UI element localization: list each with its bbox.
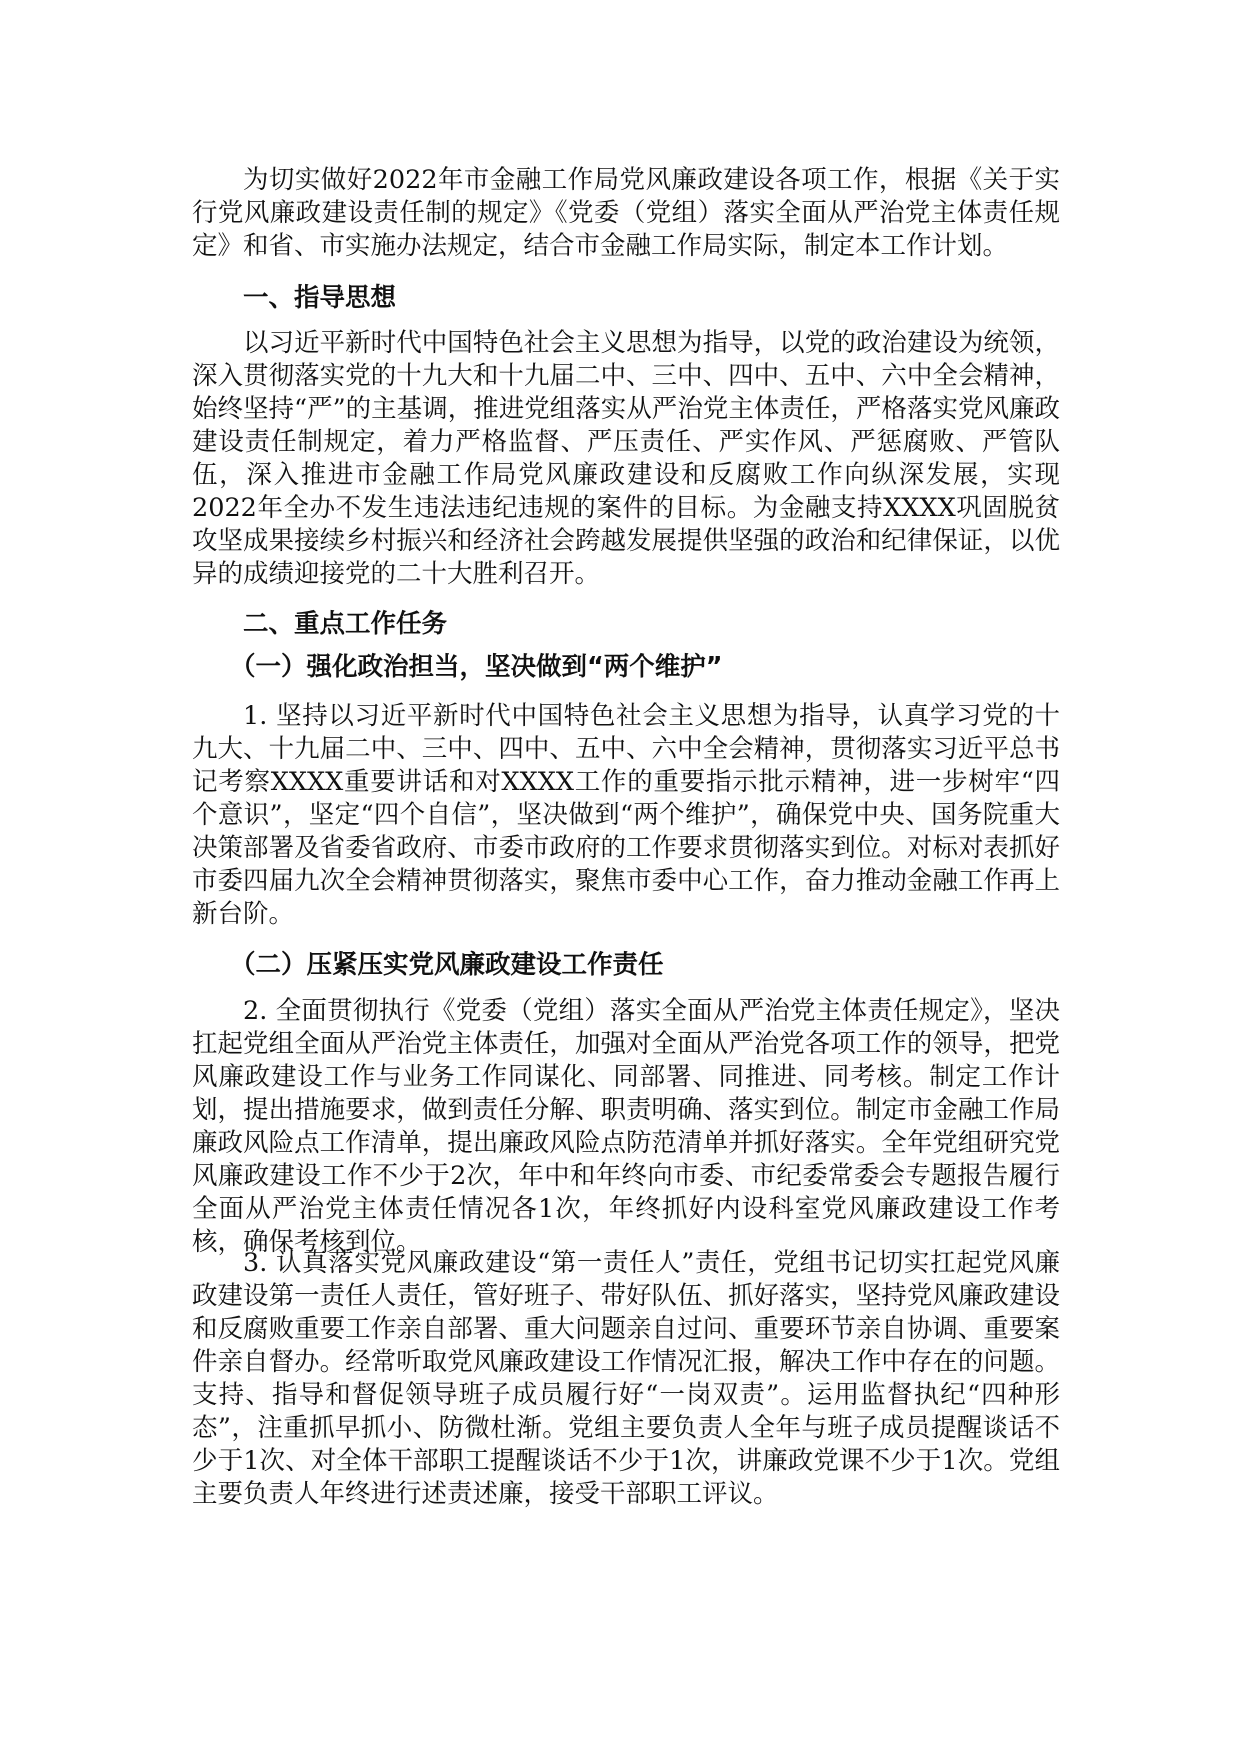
task-item-1: 1. 坚持以习近平新时代中国特色社会主义思想为指导，认真学习党的十九大、十九届二中、三中、四中、五中、六中全会精神，贯彻落实习近平总书记考察XXXX重要讲话和对XXXX工作的重要指示批示精神，进一步树牢“四个意识”，坚定“四个自信”，坚决做到“两个维护”，确保党中央、国务院重大决策部署及省委省政府、市委市政府的工作要求贯彻落实到位。对标对表抓好市委四届九次全会精神贯彻落实，聚焦市委中心工作，奋力推动金融工作再上新台阶。 [192,701,1060,929]
section-heading-guiding-ideology: 一、指导思想 [243,283,397,313]
subsection-heading-1: （一）强化政治担当，坚决做到“两个维护” [230,652,723,682]
guiding-ideology-paragraph: 以习近平新时代中国特色社会主义思想为指导，以党的政治建设为统领，深入贯彻落实党的十九大和十九届二中、三中、四中、五中、六中全会精神，始终坚持“严”的主基调，推进党组落实从严治党主体责任，严格落实党风廉政建设责任制规定，着力严格监督、严压责任、严实作风、严惩腐败、严管队伍，深入推进市金融工作局党风廉政建设和反腐败工作向纵深发展，实现2022年全办不发生违法违纪违规的案件的目标。为金融支持XXXX巩固脱贫攻坚成果接续乡村振兴和经济社会跨越发展提供坚强的政治和纪律保证，以优异的成绩迎接党的二十大胜利召开。 [192,328,1060,589]
section-heading-key-tasks: 二、重点工作任务 [243,609,448,639]
task-item-3: 3. 认真落实党风廉政建设“第一责任人”责任，党组书记切实扛起党风廉政建设第一责任人责任，管好班子、带好队伍、抓好落实，坚持党风廉政建设和反腐败重要工作亲自部署、重大问题亲自过问、重要环节亲自协调、重要案件亲自督办。经常听取党风廉政建设工作情况汇报，解决工作中存在的问题。支持、指导和督促领导班子成员履行好“一岗双责”。运用监督执纪“四种形态”，注重抓早抓小、防微杜渐。党组主要负责人全年与班子成员提醒谈话不少于1次、对全体干部职工提醒谈话不少于1次，讲廉政党课不少于1次。党组主要负责人年终进行述责述廉，接受干部职工评议。 [192,1248,1060,1509]
intro-paragraph: 为切实做好2022年市金融工作局党风廉政建设各项工作，根据《关于实行党风廉政建设责任制的规定》《党委（党组）落实全面从严治党主体责任规定》和省、市实施办法规定，结合市金融工作局实际，制定本工作计划。 [192,165,1060,261]
subsection-heading-2: （二）压紧压实党风廉政建设工作责任 [230,950,664,980]
task-item-2: 2. 全面贯彻执行《党委（党组）落实全面从严治党主体责任规定》，坚决扛起党组全面从严治党主体责任，加强对全面从严治党各项工作的领导，把党风廉政建设工作与业务工作同谋化、同部署、同推进、同考核。制定工作计划，提出措施要求，做到责任分解、职责明确、落实到位。制定市金融工作局廉政风险点工作清单，提出廉政风险点防范清单并抓好落实。全年党组研究党风廉政建设工作不少于2次，年中和年终向市委、市纪委常委会专题报告履行全面从严治党主体责任情况各1次，年终抓好内设科室党风廉政建设工作考核，确保考核到位。 [192,996,1060,1257]
